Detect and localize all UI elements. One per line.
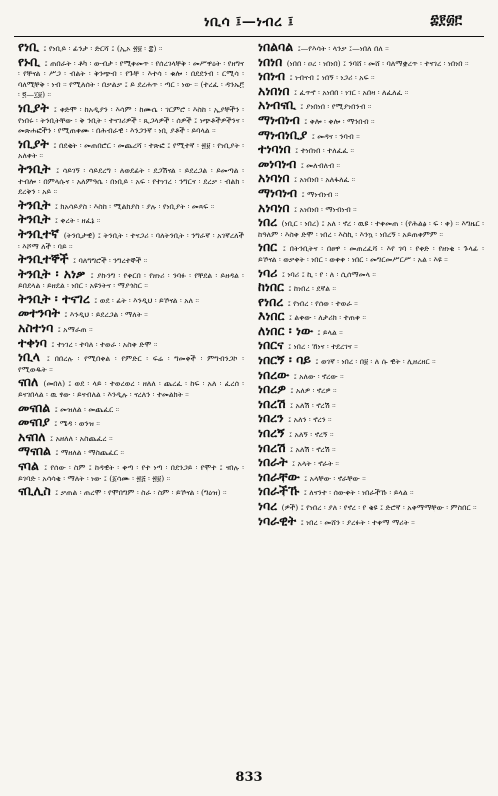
entry-definition: (ትንቢታዊ) ፤ ትንቢት ፡ ተናጋሪ ፡ ባለትንቢት ፡ ንግራኛ ፡ አገኛረለች ፡ እሾማ ለች ፡ ባይ ። [18, 230, 244, 251]
entry-headword: ነቢያት [18, 135, 49, 151]
left-column [18, 42, 244, 754]
dictionary-entry [18, 135, 244, 162]
entry-definition: ፤ ነባሪ ፤ ኪ ፡ የ ፡ ለ ፡ ሲሰማመላ ። [281, 269, 376, 279]
entry-definition: ፤ ወደ ፡ ፊት ፡ እንዲህ ፡ ይኾናል ፡ አለ ። [94, 295, 200, 305]
entry-definition: ፤ ነበረ ፡ ኸነና ፡ ተደረገና ። [288, 342, 358, 352]
dictionary-entry [18, 99, 244, 137]
entry-headword: መናበያ [18, 414, 50, 430]
dictionary-entry [258, 395, 484, 412]
right-column [258, 42, 484, 754]
dictionary-entry [258, 381, 484, 397]
dictionary-entry [18, 160, 244, 198]
entry-definition: ፤ ቃጠል ፡ ጠረሞ ፡ የሞበግም ፡ ስራ ፡ ስም ፡ ይኾናል ፡ (ግዕዝ) ። [55, 488, 227, 498]
entry-headword: አናበለ [18, 428, 46, 444]
dictionary-entry [258, 322, 484, 339]
entry-definition: ፤ ነበረ ፡ መሸን ፡ ያረፉት ፡ ተቀማ ማሪት ። [300, 517, 415, 527]
dictionary-entry [18, 483, 244, 499]
entry-definition: ፤ በደቂት ፡ መጠበሮር ፡ መጨረሻ ፡ ተጽፎ ፤ የሚተኛ ፡ ፳፱ ፡ የነቢያት ፡ አለቀት ። [18, 140, 244, 161]
entry-definition: ፤ ሜዳ ፡ ወንዝ ። [54, 419, 100, 429]
entry-headword: መናበል [18, 399, 51, 415]
entry-definition: ፤ አለዎ ፡ ኖረዎ ። [290, 386, 337, 396]
entry-definition: ፤ አላቸው ፡ ኖራቸው ። [304, 473, 366, 483]
entry-headword: ተነባነበ [258, 141, 291, 157]
entry-definition: ፤ አላት ፡ ኖራት ። [292, 459, 339, 469]
entry-headword: ለነበር ፡ ነው [258, 322, 313, 338]
entry-headword: ነባረ [258, 498, 278, 513]
entry-headword: የነበረ [258, 293, 284, 309]
entry-definition: ፤ ማዘለል ፡ ማስጨፈር ። [55, 448, 124, 458]
entry-definition: ፤ ተነገረ ፡ ተባለ ፡ ተወራ ፡ አስቀ ድሞ ። [51, 339, 158, 349]
entry-definition: ፤—የእሳት ፡ ላንቃ ፤—ነበለ በለ ። [297, 44, 389, 53]
dictionary-entry [18, 225, 244, 252]
entry-definition: ፤ በትንቢትና ፡ በፀዋ ፡ መጠረፈሻ ፡ እየ ገባ ፡ የቀድ ፡ የዘነቂ ፡ ጉላፊ ፡ ይኾናል ፡ ወቃቀት ፡ ነበር ፡ ወቀቀ ፡ ነበር ፡ መግርመሥርሥ ፡ አል ፡ እዩ ። [258, 244, 484, 264]
entry-definition: (ነበበ ፡ ዐረ ፡ ነበነበ) ፤ ንባሸ ፡ መሸ ፡ ባለማቋረጥ ፡ ተናገረ ፡ ነበነበ ። [286, 58, 469, 68]
entry-headword: አነባነበ [258, 199, 290, 215]
entry-definition: ፤ ይላል ። [317, 327, 343, 337]
entry-headword: ነበራት [258, 454, 288, 470]
entry-definition: ፤ ቀረት ፡ ዘፈኔ ። [54, 216, 101, 226]
running-header [14, 10, 484, 34]
entry-definition: ፤ ከነበረ ፡ ደኛል ። [288, 284, 337, 294]
entry-headword: መነባነብ [258, 155, 297, 171]
dictionary-entry [258, 42, 484, 55]
entry-definition: ፤ ነብናብ ፤ ነበኝ ፡ ነጋሪ ፡ አፍ ። [289, 73, 375, 83]
entry-headword: ትንቢት ፡ ተናገረ [18, 290, 90, 306]
dictionary-entry [258, 184, 484, 201]
entry-definition: ፤ ባለግግሮች ፡ ንግረተኞች ። [73, 256, 148, 266]
dictionary-entry [18, 443, 244, 459]
dictionary-entry [258, 141, 484, 157]
entry-definition: ፤ መለብለብ ። [300, 160, 341, 170]
entry-headword: ነበረሽ [258, 439, 286, 455]
entry-headword: የነቢ [18, 42, 39, 54]
entry-definition: ፤ አለሽ ፡ ኖረሽ ። [289, 400, 336, 410]
dictionary-entry [258, 483, 484, 499]
dictionary-entry [258, 111, 484, 128]
entry-definition: ፤ ቀሎ ፡ ቀሎ ፡ ማንበብ ። [304, 116, 375, 126]
entry-headword: ትንቢተኛ [18, 225, 60, 241]
entry-headword: ነቢላ [18, 349, 41, 365]
entry-headword: ነቢያት [18, 99, 49, 115]
entry-headword: እነበር [258, 308, 285, 324]
entry-definition: ፤ የነበረ ፡ የሰወ ፡ ተወራ ። [287, 298, 358, 308]
dictionary-entry [258, 53, 484, 70]
entry-headword: ናባል [18, 458, 39, 473]
dictionary-entry [18, 42, 244, 55]
entry-headword: ማነብነብ [258, 111, 300, 127]
dictionary-entry [258, 366, 484, 383]
dictionary-entry [18, 196, 244, 213]
entry-definition: ፤ አለሽ ፡ ኖረሽ ። [289, 444, 336, 454]
entry-definition: (ነቢር ፡ ነበረ) ፤ አለ ፡ ኖረ ፡ ዉዩ ፡ ተቀመጠ ፡ (የሕልፅ ፡ ፍ ፡ ቀ) ። እግዜር ፡ ከዓለም ፡ እስቀ ድሞ ፡ ነበረ ፡ እስኪ ፡ እንኳ ፡ ነበረኝ ፡ አይጠቀምም ። [258, 219, 484, 239]
dictionary-entry [258, 293, 484, 310]
page-number: 833 [235, 770, 263, 785]
dictionary-entry [18, 265, 244, 292]
entry-headword: ትንቢት [18, 196, 51, 212]
dictionary-entry [18, 53, 244, 101]
entry-headword: ነበረ [258, 214, 278, 230]
entry-definition: ፤ አማራጠ ። [57, 325, 93, 335]
entry-definition: ፤ ክአሳይያስ ፡ እስከ ፡ ሚልክያስ ፡ ያሉ ፡ የነቢያት ፡ መጻፍ ። [54, 201, 215, 211]
entry-definition: ፤ ቀድሞ ፡ ከአዲያን ፡ እሳም ፡ ከሙሴ ፡ ገርምሮ ፡ እስከ ፡ ኢያቸችን ፡ የነበሩ ፡ ትንቢትቸው ፡ ቅ ንቢት ፡ ተናገሪዎች ፡ ጺጋላዎች ፡ ሰዎች ፤ ነጭቶችዎችንና ፡ መጽሐፎችን ፡ የሚጠቀሙ ፡ በሕብራዊ ፡ እንጋንኛ ፡ ነቢ ያቶች ፡ ይባላል ። [18, 104, 244, 136]
dictionary-entry [18, 399, 244, 416]
entry-definition: ፤ ተነበነበ ፡ ተለፈፈ ። [295, 146, 355, 156]
dictionary-entry [258, 410, 484, 426]
entry-definition: ፤ ሳይገኝ ፡ ሳይደረግ ፡ ለወደፊት ፡ ደጋሽናል ፡ ይደረጋል ፡ ይመጣል ፡ ተብሎ ፡ በምላሱና ፡ አለምዓሴ ፡ በነቢይ ፡ አፍ ፡ የተነገረ ፡ ንግርና ፡ ደረቃ ፡ ብልክ ፡ ደረቅን ፡ አይ ። [18, 165, 244, 197]
entry-headword: ነበርኝ ፡ ባይ [258, 352, 311, 368]
header-rule [14, 36, 484, 37]
entry-headword: ነበነብ [258, 68, 286, 84]
entry-headword: ነባራዊት [258, 512, 297, 528]
entry-definition: ፤ መዳና ፡ ንባብ ። [311, 131, 360, 141]
entry-headword: ከነበር [258, 279, 284, 295]
entry-headword: ትንቢት [18, 211, 51, 227]
entry-headword: ማናበል [18, 443, 51, 459]
entry-headword: ነበረዎ [258, 381, 286, 397]
entry-definition: ፤ አነበነበ ፡ ማነብነብ ። [294, 204, 357, 214]
entry-definition: ፤ ማነብነብ ። [301, 189, 339, 199]
entry-headword: ነበረን [258, 410, 284, 426]
dictionary-entry [258, 68, 484, 84]
dictionary-entry [258, 512, 484, 529]
dictionary-entry [18, 374, 244, 400]
dictionary-entry [258, 308, 484, 324]
entry-definition: ፤ ለናንተ ፡ ሰውቀት ፡ ነበራችኹ ፡ ይላል ። [303, 488, 414, 498]
entry-headword: ነበረው [258, 366, 290, 382]
entry-headword: ትንቢተኞች [18, 251, 69, 267]
dictionary-entry [258, 498, 484, 514]
entry-headword: ማነባነብ [258, 184, 298, 200]
entry-headword: ነበራችኹ [258, 483, 300, 499]
dictionary-entry [18, 334, 244, 351]
dictionary-entry [18, 349, 244, 375]
dictionary-entry [18, 251, 244, 267]
entry-headword: ትንቢት ፡ አነቃ [18, 265, 86, 281]
entry-headword: ነበረሽ [258, 395, 286, 411]
entry-definition: ፤ እንዲህ ፡ ይደረጋል ፡ ማለት ። [64, 310, 148, 320]
entry-headword: ነበርና [258, 337, 284, 353]
dictionary-entry [258, 279, 484, 295]
entry-headword: አነብናቢ [258, 97, 296, 113]
entry-headword: አነባነበ [258, 170, 290, 186]
entry-headword: ነበር [258, 239, 278, 255]
dictionary-entry [18, 320, 244, 336]
entry-definition: ፤ የሰው ፡ ስም ፤ ከዳዊት ፡ ቀጣ ፡ የተ ነጣ ፡ በደንጋይ ፡ የሞተ ፤ ናበሉ ፡ ይገባድ ፡ አሳሳቂ ፡ ማለት ፡ ነው ፤ (፩ሳሙ ፡ ፳፭ ፡ ፳፱) ። [18, 463, 244, 483]
entry-definition: ፤ የነቢይ ፡ ፊንታ ፡ ድርሻ ፤ (ኢኦ ፳፱ ፡ ፰) ። [43, 44, 163, 53]
entry-definition: ፤ አነበነበ ፡ አለፋለፈ ። [294, 175, 356, 185]
dictionary-entry [18, 428, 244, 445]
entry-headword: ናቢሊስ [18, 483, 51, 499]
entry-definition: ፤ አለኝ ፡ ኖረኝ ። [289, 430, 334, 440]
entry-headword: ነባሪ [258, 264, 278, 280]
dictionary-entry [258, 126, 484, 143]
header-title: ነቢሳ ፤—ነብረ ፤ [203, 14, 295, 30]
entry-headword: አነበነበ [258, 82, 290, 98]
dictionary-entry [18, 414, 244, 430]
entry-headword: አስተነባ [18, 320, 54, 336]
entry-definition: ፤ መዝለል ፡ መጨፈር ። [54, 404, 120, 414]
entry-headword: የኑቢ [18, 53, 40, 69]
entry-definition: ፤ ወገኛ ፡ ነበረ ፡ በ፱ ፡ ለ ሱ ዊት ፡ ሊዘረዘር ። [315, 357, 436, 367]
entry-definition: (ዎች) ፤ የነበረ ፡ ያለ ፡ የኖረ ፡ የ ቄዩ ፤ ድሮኛ ፡ አቀማማቸው ፡ ምስበር ። [281, 503, 477, 512]
entry-definition: ፤ ልቀው ፡ ለታሪክ ፡ ተጠቀ ። [288, 313, 367, 323]
dictionary-entry [258, 264, 484, 281]
entry-definition: ፤ ያነበነበ ፡ የሚያነበንብ ። [300, 102, 372, 112]
entry-headword: ማነብነቢያ [258, 126, 308, 142]
entry-definition: ፤ ጠበራት ፡ ቶካ ፡ ውብታ ፡ የሚቀመጥ ፡ የሰረገላቸቅ ፡ መሥዋዕት ፡ የዘግና ፡ የቸናል ፡ ሥጋ ፡ ብልት ፡ ቅንጭብ ፡ የጉቸ ፡ እተሳ ፡ ቁሎ ፡ በደደንብ ፡ ርሚሳ ፡ ባለሚቸቅ ፡ ነብ ። የሚለሰት ፡ በቃልቃ ፤ ይ ደረሐጥ ፡ ጣር ፡ ነው ። (ተረፈ ፡ ዳንኤ፫ ፡ ፬—፲፱) ። [18, 58, 244, 100]
header-page-mark: ፰፻፴፫ [430, 13, 462, 28]
dictionary-entry [258, 155, 484, 172]
entry-headword: ትንቢት [18, 160, 51, 176]
entry-definition: ፤ አዘለለ ፡ አስጨፈረ ። [50, 433, 113, 443]
entry-definition: ፤ ያኩንግ ፡ የቀርበ ፡ የዘነሪ ፡ ንባፉ ፡ የቸደል ፡ ይዘዳል ፡ ይበደላል ፡ ይዘደል ፡ ነበር ፡ አዩንትና ፡ ማያጎስር ። [18, 270, 244, 291]
entry-headword: ነበራቸው [258, 468, 300, 484]
entry-headword: መተንባት [18, 305, 60, 321]
dictionary-entry [258, 425, 484, 441]
entry-headword: ናበለ [18, 374, 39, 390]
entry-definition: ፤ በበረሉ ፡ የሚበቀል ፡ የምድር ፡ ፍሬ ፡ ግመቀች ፡ ምግብንጋኮ ፡ የሚወዱት ። [18, 354, 244, 374]
dictionary-entry [258, 214, 484, 240]
entry-definition: ፤ አለው ፡ ኖረው ። [293, 371, 344, 381]
entry-definition: ፤ ፈጥኖ ፡ አነበበ ፡ ነገር ፡ አበዛ ፡ ለፈለፈ ። [294, 87, 409, 97]
dictionary-entry [258, 239, 484, 265]
entry-headword: ነበነበ [258, 53, 283, 69]
dictionary-entry [258, 352, 484, 368]
dictionary-entry [18, 458, 244, 484]
entry-headword: ነበልባል [258, 42, 294, 54]
entry-definition: (መበለ) ፤ ወደ ፡ ላይ ፡ ተወረወረ ፡ ዘለለ ፡ ጨረፈ ፡ ከፍ ፡ አለ ፡ ፈረሰ ፡ ይናገበላል ፡ ዉ ፃው ፡ ይናብለል ፡ እንዲሉ ፡ ናረለን ፡ ተመልክት ። [18, 379, 244, 400]
entry-headword: ተቀነባ [18, 334, 47, 350]
dictionary-entry [258, 439, 484, 456]
dictionary-entry [258, 199, 484, 216]
entry-definition: ፤ አለን ፡ ኖረን ። [288, 415, 332, 425]
dictionary-entry [258, 454, 484, 470]
entry-headword: ነበረኝ [258, 425, 285, 441]
